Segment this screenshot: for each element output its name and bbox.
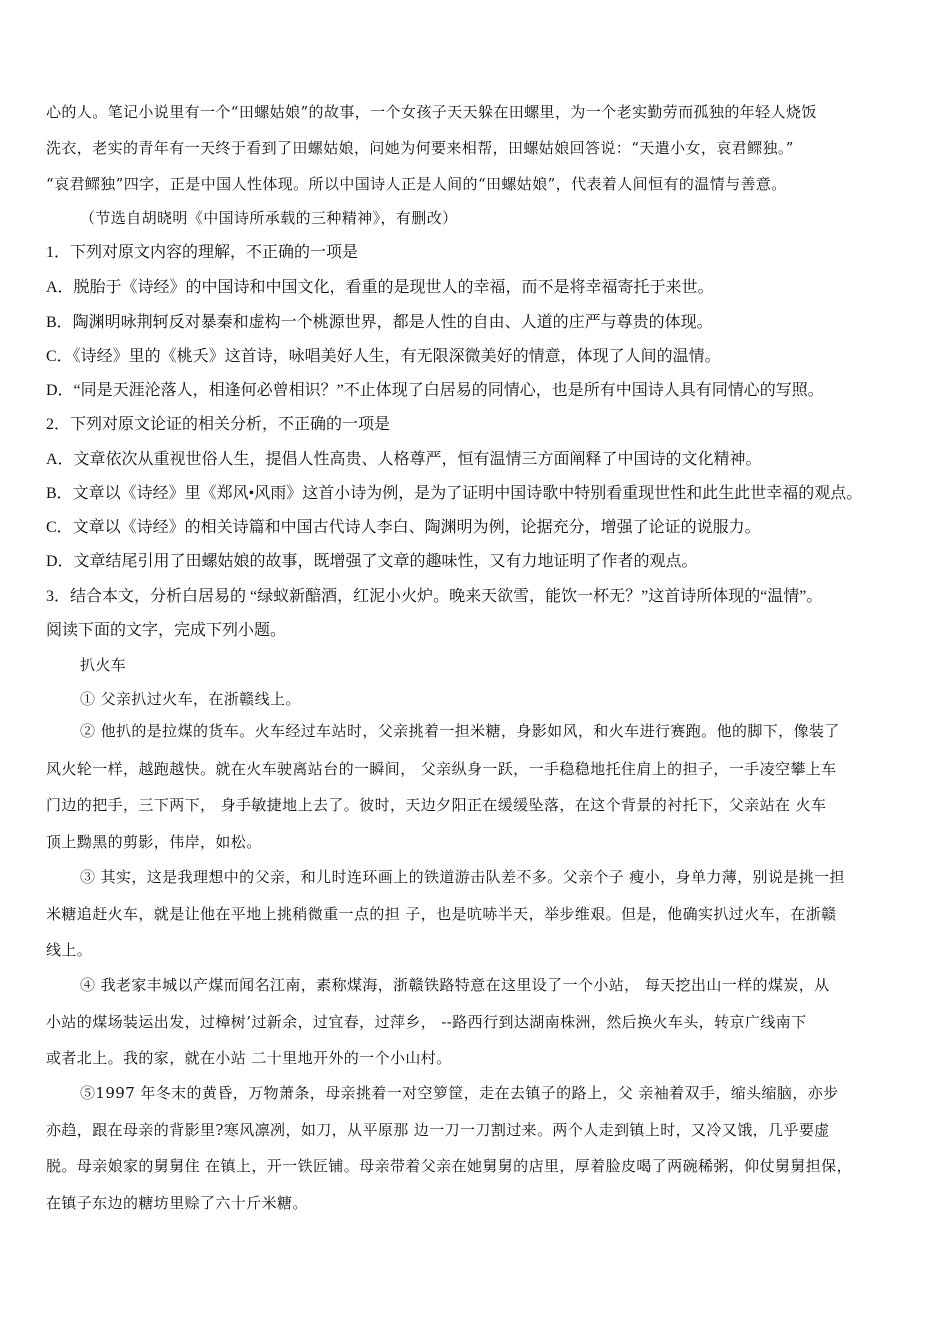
story-line: 顶上黝黑的剪影，伟岸，如松。: [46, 833, 262, 851]
question-2-option-a: A．文章依次从重视世俗人生，提倡人性高贵、人格尊严，恒有温情三方面阐释了中国诗的文化精神。: [46, 451, 762, 468]
question-3-stem: 3．结合本文，分析白居易的 “绿蚁新醅酒，红泥小火炉。晚来天欲雪，能饮一杯无？”这首诗所体现的“温情”。: [46, 588, 823, 605]
passage-line: 心的人。笔记小说里有一个“田螺姑娘”的故事，一个女孩子天天躲在田螺里，为一个老实勤劳而孤独的年轻人烧饭: [46, 103, 817, 121]
story-line: 或者北上。我的家，就在小站 二十里地开外的一个小山村。: [46, 1049, 452, 1067]
question-2-option-b: B．文章以《诗经》里《郑风•风雨》这首小诗为例，是为了证明中国诗歌中特别看重现世性和此生此世幸福的观点。: [46, 485, 863, 502]
story-line: ① 父亲扒过火车，在浙赣线上。: [80, 690, 301, 708]
question-1-option-b: B．陶渊明咏荆轲反对暴秦和虚构一个桃源世界，都是人性的自由、人道的庄严与尊贵的体现。: [46, 314, 713, 331]
question-1-option-c: C．《诗经》里的《桃夭》这首诗，咏唱美好人生，有无限深微美好的情意，体现了人间的温情。: [46, 348, 721, 365]
story-line: 在镇子东边的糖坊里赊了六十斤米糖。: [46, 1194, 308, 1212]
question-2-option-c: C．文章以《诗经》的相关诗篇和中国古代诗人李白、陶渊明为例，论据充分，增强了论证的说服力。: [46, 519, 761, 536]
story-line: 亦趋，跟在母亲的背影里?寒风凛冽，如刀，从平原那 边一刀一刀割过来。两个人走到镇上时，又冷又饿，几乎要虚: [46, 1121, 830, 1139]
question-2-option-d: D．文章结尾引用了田螺姑娘的故事，既增强了文章的趣味性，又有力地证明了作者的观点。: [46, 553, 698, 570]
passage-line: 洗衣，老实的青年有一天终于看到了田螺姑娘，问她为何要来相帮，田螺姑娘回答说：“天遣小女，哀君鳏独。”: [46, 139, 794, 157]
question-1-option-a: A．脱胎于《诗经》的中国诗和中国文化，看重的是现世人的幸福，而不是将幸福寄托于来世。: [46, 279, 714, 296]
story-line: ③ 其实，这是我理想中的父亲，和儿时连环画上的铁道游击队差不多。父亲个子 瘦小，身单力薄，别说是挑一担: [80, 868, 845, 886]
question-1-option-d: D．“同是天涯沦落人，相逢何必曾相识？”不止体现了白居易的同情心，也是所有中国诗人具有同情心的写照。: [46, 382, 824, 399]
story-line: ④ 我老家丰城以产煤而闻名江南，素称煤海，浙赣铁路特意在这里设了一个小站， 每天挖出山一样的煤炭，从: [80, 976, 830, 994]
story-line: 线上。: [46, 941, 93, 959]
question-1-stem: 1．下列对原文内容的理解，不正确的一项是: [46, 244, 359, 261]
passage-source: （节选自胡晓明《中国诗所承载的三种精神》，有删改）: [80, 209, 458, 227]
story-line: 小站的煤场装运出发，过樟树’过新余，过宜春，过萍乡， --路西行到达湖南株洲，然后换火车头，转京广线南下: [46, 1013, 807, 1031]
reading-instruction: 阅读下面的文字，完成下列小题。: [46, 622, 287, 639]
story-line: 脱。母亲娘家的舅舅住 在镇上，开一铁匠铺。母亲带着父亲在她舅舅的店里，厚着脸皮喝了两碗稀粥，仰仗舅舅担保，: [46, 1157, 852, 1175]
story-line: 风火轮一样，越跑越快。就在火车驶离站台的一瞬间， 父亲纵身一跃，一手稳稳地托住肩上的担子，一手凌空攀上车: [46, 760, 837, 778]
passage-line: “哀君鳏独”四字，正是中国人性体现。所以中国诗人正是人间的“田螺姑娘”，代表着人间恒有的温情与善意。: [46, 175, 787, 193]
story-line: ② 他扒的是拉煤的货车。火车经过车站时，父亲挑着一担米糖，身影如风，和火车进行赛跑。他的脚下，像装了: [80, 722, 840, 740]
story-line: ⑤1997 年冬末的黄昏，万物萧条，母亲挑着一对空箩筐，走在去镇子的路上，父 亲袖着双手，缩头缩脑，亦步: [80, 1084, 839, 1102]
story-line: 米糖追赶火车，就是让他在平地上挑稍微重一点的担 子，也是吭哧半天，举步维艰。但是，他确实扒过火车，在浙赣: [46, 905, 837, 923]
question-2-stem: 2．下列对原文论证的相关分析，不正确的一项是: [46, 416, 391, 433]
story-title: 扒火车: [80, 656, 127, 674]
story-line: 门边的把手，三下两下， 身手敏捷地上去了。彼时，天边夕阳正在缓缓坠落，在这个背景的衬托下，父亲站在 火车: [46, 796, 827, 814]
